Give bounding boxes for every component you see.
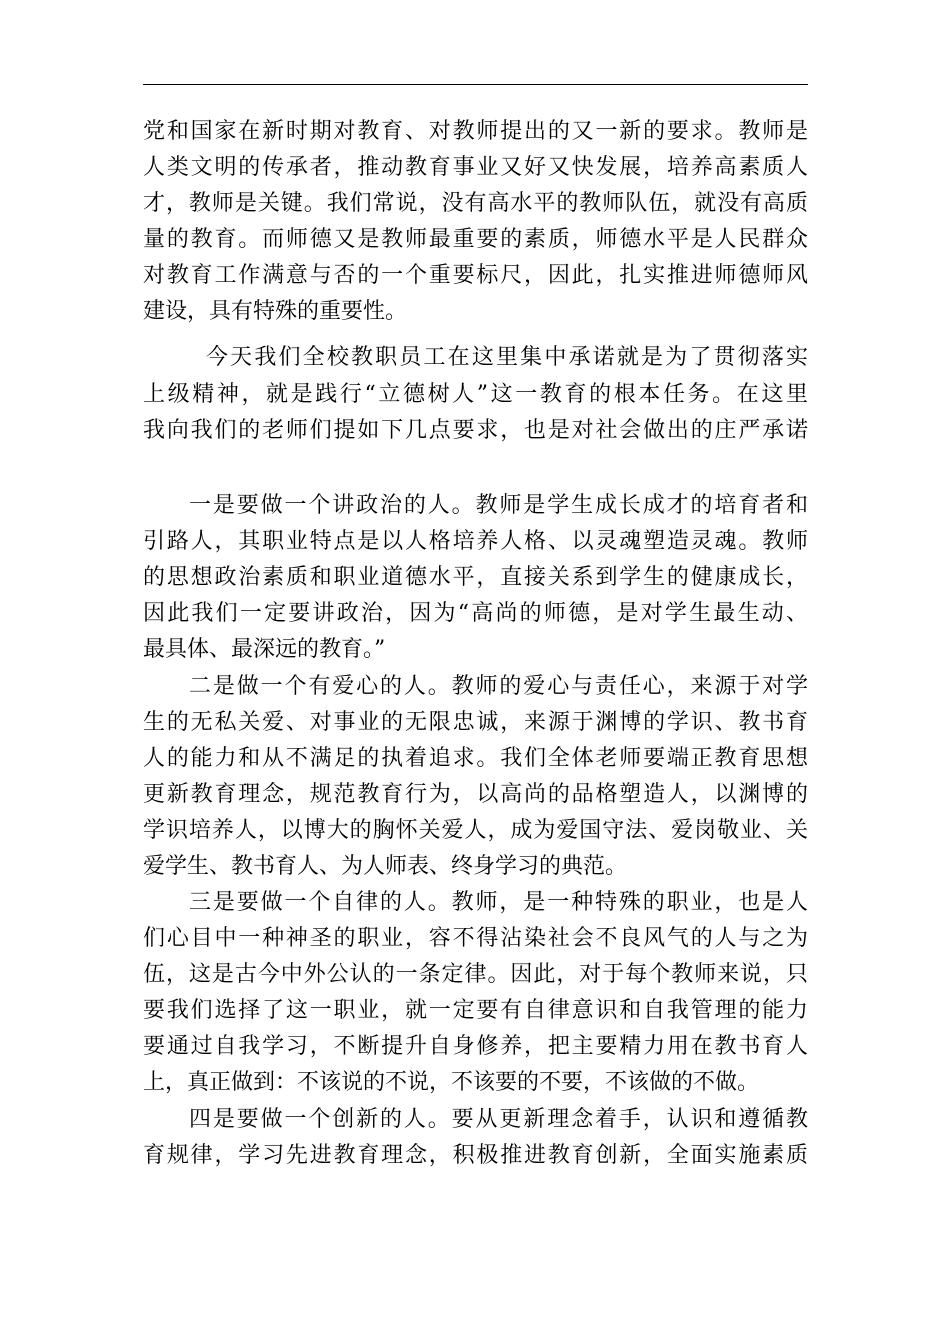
text-line: 的思想政治素质和职业道德水平，直接关系到学生的健康成长， [143, 565, 808, 590]
text-line: 爱学生、教书育人、为人师表、终身学习的典范。 [143, 854, 628, 879]
text-line: 上级精神，就是践行“立德树人”这一教育的根本任务。在这里 [143, 382, 808, 407]
text-line: 育规律，学习先进教育理念，积极推进教育创新，全面实施素质 [143, 1143, 808, 1168]
text-line: 更新教育理念，规范教育行为，以高尚的品格塑造人，以渊博的 [143, 782, 808, 807]
text-line: 四是要做一个创新的人。要从更新理念着手，认识和遵循教 [189, 1107, 808, 1132]
text-line: 量的教育。而师德又是教师最重要的素质，师德水平是人民群众 [143, 227, 808, 252]
text-line: 三是要做一个自律的人。教师，是一种特殊的职业，也是人 [189, 890, 808, 915]
text-line: 要通过自我学习，不断提升自身修养，把主要精力用在教书育人 [143, 1034, 808, 1059]
text-line: 人的能力和从不满足的执着追求。我们全体老师要端正教育思想 [143, 746, 808, 771]
text-line: 党和国家在新时期对教育、对教师提出的又一新的要求。教师是 [143, 119, 808, 144]
text-line: 才，教师是关键。我们常说，没有高水平的教师队伍，就没有高质 [143, 191, 808, 216]
text-line: 人类文明的传承者，推动教育事业又好又快发展，培养高素质人 [143, 155, 808, 180]
text-line: 要我们选择了这一职业，就一定要有自律意识和自我管理的能力 [143, 998, 808, 1023]
text-line: 最具体、最深远的教育。” [143, 637, 386, 662]
text-line: 生的无私关爱、对事业的无限忠诚，来源于渊博的学识、教书育 [143, 710, 808, 735]
text-line: 对教育工作满意与否的一个重要标尺，因此，扎实推进师德师风 [143, 263, 808, 288]
text-line: 引路人，其职业特点是以人格培养人格、以灵魂塑造灵魂。教师 [143, 529, 808, 554]
text-line: 二是做一个有爱心的人。教师的爱心与责任心，来源于对学 [189, 674, 808, 699]
text-line: 因此我们一定要讲政治，因为“高尚的师德，是对学生最生动、 [143, 601, 808, 626]
header-rule [143, 84, 808, 85]
text-line: 上，真正做到：不该说的不说，不该要的不要，不该做的不做。 [143, 1070, 760, 1095]
text-line: 伍，这是古今中外公认的一条定律。因此，对于每个教师来说，只 [143, 962, 808, 987]
text-line: 们心目中一种神圣的职业，容不得沾染社会不良风气的人与之为 [143, 926, 808, 951]
text-line: 我向我们的老师们提如下几点要求，也是对社会做出的庄严承诺 [143, 418, 808, 443]
text-line: 今天我们全校教职员工在这里集中承诺就是为了贯彻落实 [206, 345, 808, 370]
text-line: 建设，具有特殊的重要性。 [143, 299, 408, 324]
text-line: 一是要做一个讲政治的人。教师是学生成长成才的培育者和 [189, 493, 808, 518]
text-line: 学识培养人，以博大的胸怀关爱人，成为爱国守法、爱岗敬业、关 [143, 818, 808, 843]
